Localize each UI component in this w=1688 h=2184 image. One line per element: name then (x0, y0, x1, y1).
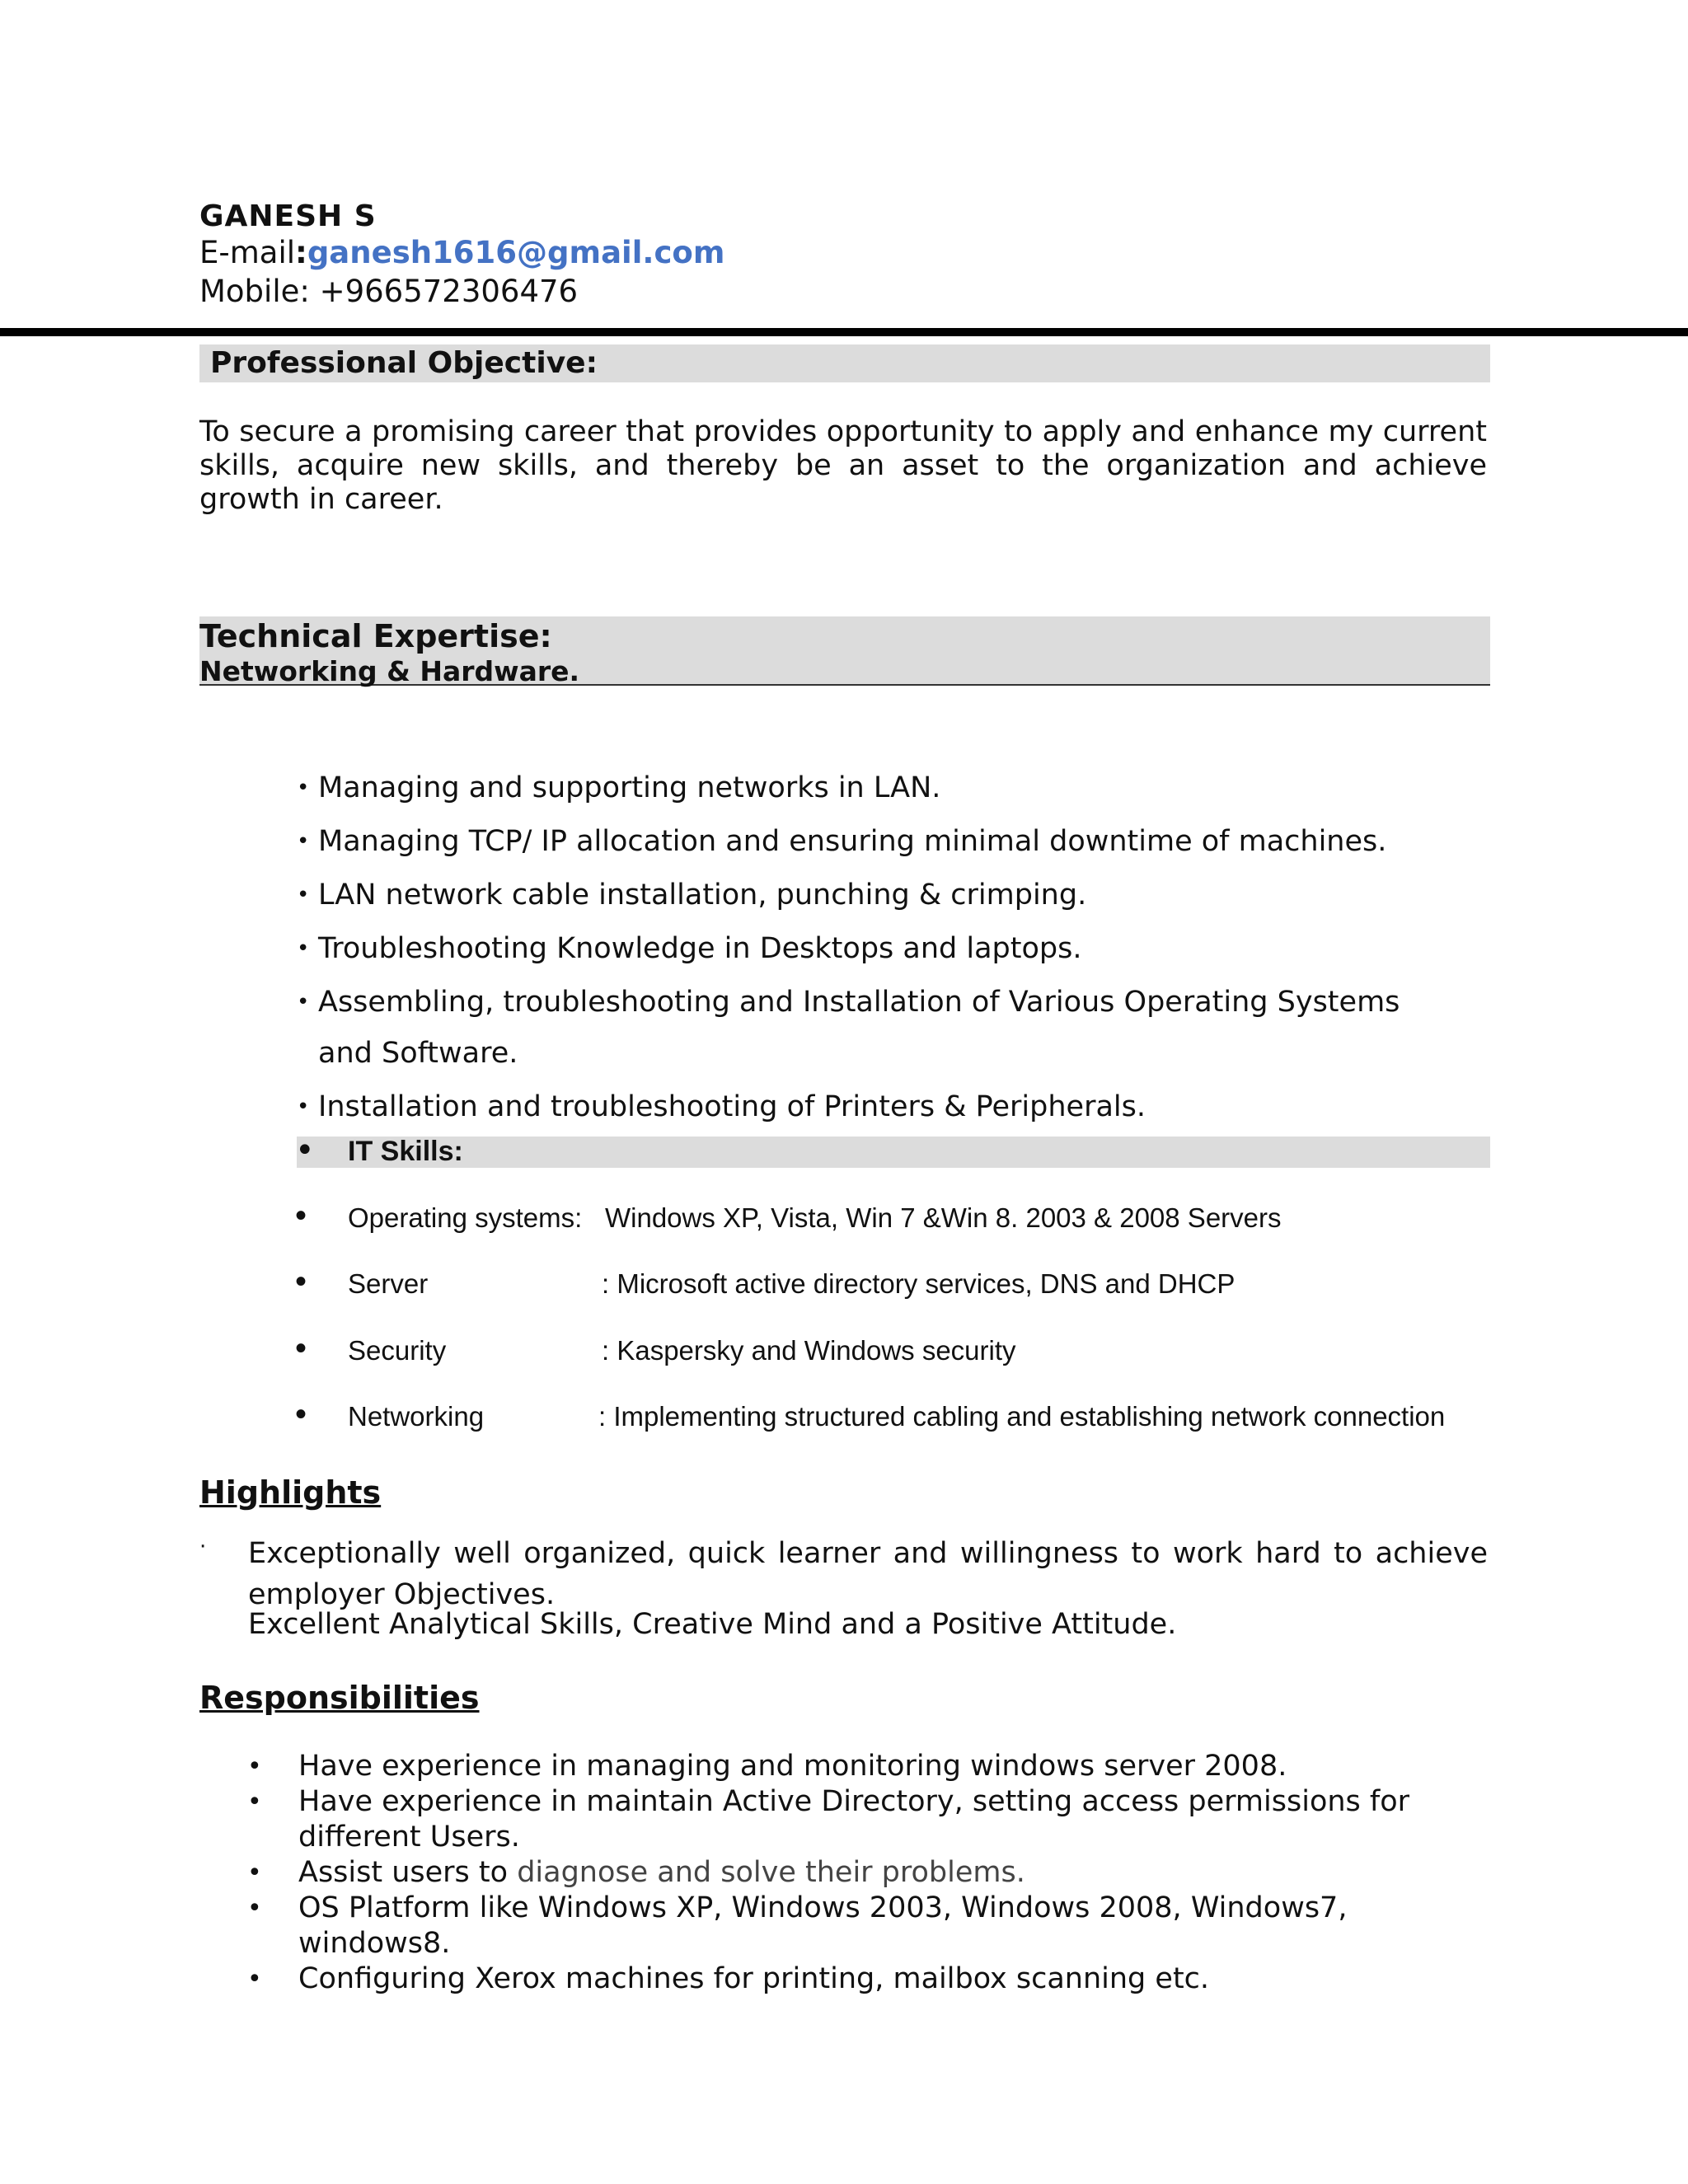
list-item-text: Configuring Xerox machines for printing, mailbox scanning etc. (298, 1962, 1210, 1995)
it-skills-heading-bar (297, 1137, 1490, 1168)
highlights-heading: Highlights (199, 1474, 382, 1511)
skill-label: Security (348, 1335, 447, 1366)
email-line (199, 235, 724, 270)
technical-heading: Technical Expertise: (199, 618, 552, 654)
skill-label: Networking (348, 1401, 485, 1432)
email-label: E-mail (199, 235, 296, 270)
list-item-text: Have experience in maintain Active Directory, setting access permissions for different Users. (298, 1785, 1410, 1854)
highlight-text-2: Excellent Analytical Skills, Creative Mind and a Positive Attitude. (248, 1608, 1177, 1641)
list-item (297, 977, 1500, 1079)
email-colon: : (295, 235, 307, 270)
networking-hardware-subheading: Networking & Hardware. (199, 655, 580, 687)
bullet-icon: • (297, 1094, 310, 1119)
bullet-icon: • (297, 936, 310, 961)
responsibilities-heading: Responsibilities (199, 1680, 480, 1716)
candidate-name: GANESH S (199, 199, 377, 233)
bullet-icon: • (297, 990, 310, 1015)
bullet-icon: • (295, 1330, 307, 1366)
bullet-icon: • (247, 1965, 262, 1994)
mobile-number: Mobile: +966572306476 (199, 274, 579, 309)
objective-heading: Professional Objective: (210, 346, 598, 380)
list-item-text-prefix: Assist users to (298, 1856, 518, 1889)
list-item (247, 1855, 1492, 1891)
bullet-icon: • (295, 1197, 307, 1234)
bullet-icon: • (247, 1788, 262, 1816)
email-link[interactable]: ganesh1616@gmail.com (307, 235, 725, 270)
list-item (247, 1784, 1492, 1855)
bullet-icon: • (297, 829, 310, 854)
hardware-skill-list (297, 762, 1500, 1135)
list-item-text: Troubleshooting Knowledge in Desktops and laptops. (318, 932, 1082, 965)
bullet-icon: • (247, 1752, 262, 1781)
list-item (297, 816, 1500, 867)
bullet-icon: • (297, 776, 310, 800)
skill-label: Operating systems: (348, 1202, 583, 1233)
list-item (297, 923, 1500, 974)
bullet-icon: • (247, 1858, 262, 1887)
list-item (247, 1749, 1492, 1784)
list-item (297, 762, 1500, 813)
list-item-text: Have experience in managing and monitoring windows server 2008. (298, 1750, 1287, 1783)
header-divider (0, 328, 1688, 336)
list-item (247, 1891, 1492, 1961)
skill-value: : Microsoft active directory services, DNS and DHCP (602, 1268, 1236, 1299)
list-item-text: LAN network cable installation, punching & crimping. (318, 879, 1087, 912)
responsibilities-list (247, 1749, 1492, 1997)
list-item-text-suffix: diagnose and solve their problems. (517, 1856, 1025, 1889)
it-skills-heading: IT Skills: (348, 1136, 463, 1167)
list-item (247, 1961, 1492, 1997)
bullet-icon: · (199, 1535, 207, 1559)
objective-text: To secure a promising career that provides opportunity to apply and enhance my current skills, acquire new skills, and thereby be an asset to the organization and achieve growth in career. (199, 415, 1487, 516)
list-item-text: Managing TCP/ IP allocation and ensuring minimal downtime of machines. (318, 825, 1387, 858)
list-item-text: OS Platform like Windows XP, Windows 2003, Windows 2008, Windows7, windows8. (298, 1891, 1348, 1960)
bullet-icon: • (297, 883, 310, 907)
skill-label: Server (348, 1268, 429, 1299)
bullet-icon: • (295, 1263, 307, 1300)
bullet-icon: • (247, 1894, 262, 1923)
skill-value: : Kaspersky and Windows security (602, 1335, 1016, 1366)
list-item-text: Assembling, troubleshooting and Installation of Various Operating Systems and Software. (318, 986, 1400, 1070)
highlight-text: Exceptionally well organized, quick learner and willingness to work hard to achieve employer Objectives. (248, 1537, 1488, 1611)
bullet-icon: • (295, 1132, 315, 1169)
list-item (297, 869, 1500, 921)
list-item (297, 1081, 1500, 1132)
skill-value: Windows XP, Vista, Win 7 &Win 8. 2003 & 2008 Servers (605, 1202, 1282, 1233)
skill-value: : Implementing structured cabling and establishing network connection (598, 1401, 1446, 1432)
list-item-text: Installation and troubleshooting of Printers & Peripherals. (318, 1090, 1146, 1123)
list-item-text: Managing and supporting networks in LAN. (318, 771, 941, 804)
bullet-icon: • (295, 1396, 307, 1432)
